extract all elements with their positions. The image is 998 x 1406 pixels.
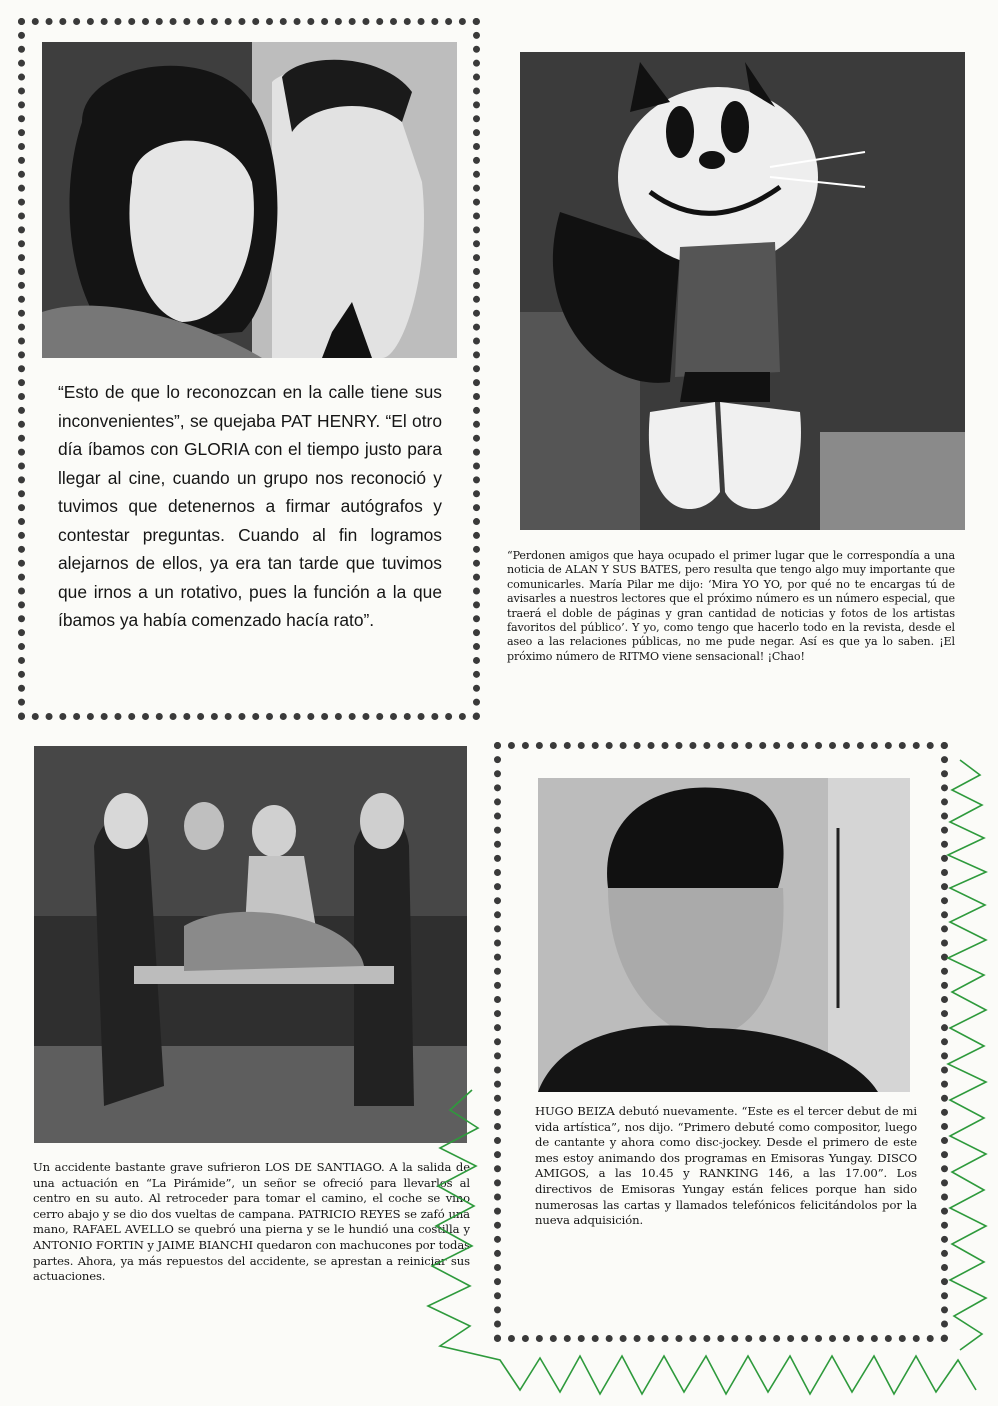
caption-los-de-santiago: Un accidente bastante grave sufrieron LOS DE SANTIAGO. A la salida de una actuación en “La Pirámide”, un señor se ofreció para llevarlos al centro en su auto. Al retroceder para tomar el camino, el coche se vino cerro abajo y se dio dos vueltas de campana. PATRICIO REYES se zafó una mano, RAFAEL AVELLO se quebró una pierna y se le hundió una costilla y ANTONIO FORTIN y JAIME BIANCHI quedaron con machucones por todas partes. Ahora, ya más repuestos del accidente, se aprestan a reiniciar sus actuaciones. [33, 1160, 470, 1284]
caption-cat-doll: “Perdonen amigos que haya ocupado el primer lugar que le correspondía a una noticia de ALAN Y SUS BATES, pero resulta que tengo algo muy importante que comunicarles. María Pilar me dijo: ‘Mira YO YO, por qué no te encargas tú de avisarles a nuestros lectores que el próximo número es un número especial, que traerá el doble de páginas y gran cantidad de noticias y fotos de los artistas favoritos del público’. Y yo, como tengo que hacerlo todo en la revista, desde el aseo a las relaciones públicas, no me pude negar. Así es que ya lo saben. ¡El próximo número de RITMO viene sensacional! ¡Chao! [507, 549, 955, 663]
photo-cat-doll [520, 52, 965, 530]
photo-hugo-beiza [538, 778, 910, 1092]
photo-pat-henry-gloria [42, 42, 457, 358]
caption-pat-henry: “Esto de que lo reconozcan en la calle tiene sus inconvenientes”, se quejaba PAT HENRY. “El otro día íbamos con GLORIA con el tiempo justo para llegar al cine, cuando un grupo nos reconoció y tuvimos que detenernos a firmar autógrafos y contestar preguntas. Cuando al fin logramos alejarnos de ellos, ya era tan tarde que tuvimos que irnos a un rotativo, pues la función a la que íbamos ya había comenzado hacía rato”. [58, 382, 442, 630]
photo-los-de-santiago [34, 746, 467, 1143]
caption-hugo-beiza: HUGO BEIZA debutó nuevamente. “Este es el tercer debut de mi vida artística”, nos dijo. “Primero debuté como compositor, luego de cantante y ahora como disc-jockey. Desde el primero de este mes estoy animando dos programas en Emisoras Yungay. DISCO AMIGOS, a las 10.45 y RANKING 146, a las 17.00”. Los directivos de Emisoras Yungay están felices porque han sido numerosas las cartas y llamados telefónicos felicitándolos por la nueva adquisición. [535, 1104, 917, 1228]
